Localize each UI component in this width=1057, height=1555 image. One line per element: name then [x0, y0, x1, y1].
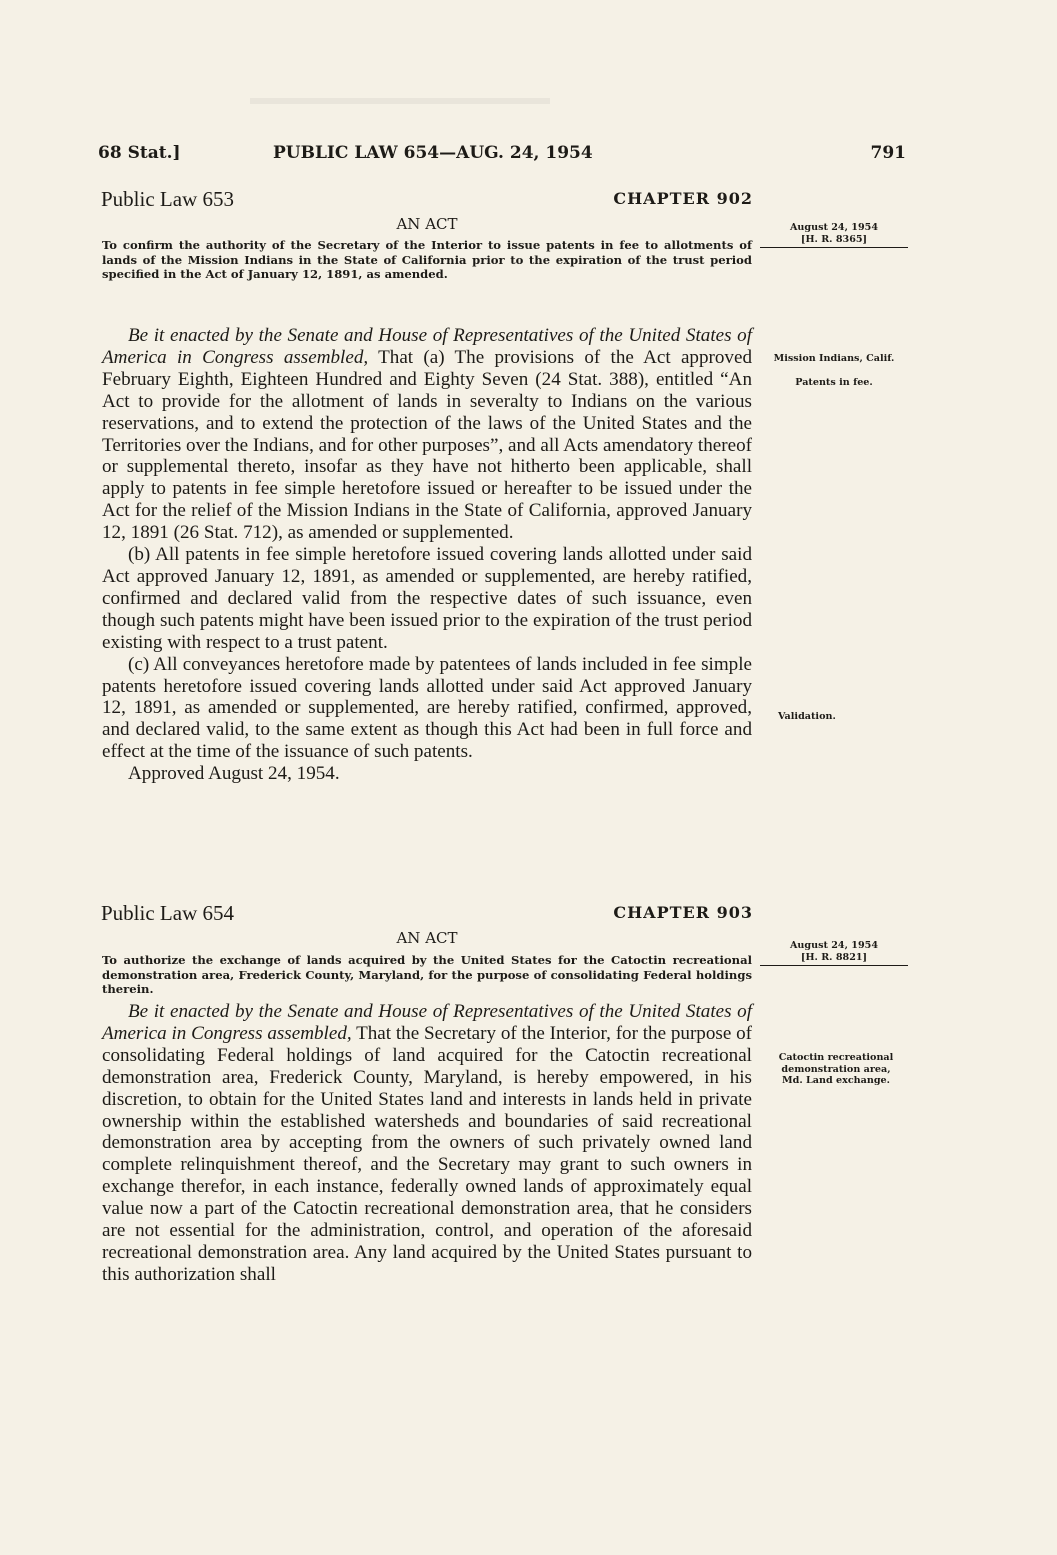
- law1-section-b: (b) All patents in fee simple heretofore issued covering lands allotted under said Act approved January 12, 1891, as amended or supplemented, are hereby ratified, confirmed and declared valid from the respective dates of such issuance, even though such patents might have been issued prior to the expiration of the trust period existing with respect to a trust patent.: [102, 544, 752, 653]
- law1-enacting-clause: Be it enacted by the Senate and House of Representatives of the United States of America in Congress assembled,: [102, 325, 752, 368]
- law2-ref-date: August 24, 1954: [789, 940, 878, 951]
- law1-margin-note-2: Patents in fee.: [795, 377, 873, 388]
- law2-act-label: AN ACT: [396, 929, 458, 947]
- law2-ref-bill: [H. R. 8821]: [800, 951, 868, 963]
- law1-number: Public Law 653: [101, 187, 234, 211]
- law1-margin-note-1: Mission Indians, Calif.: [773, 353, 895, 364]
- law2-summary: To authorize the exchange of lands acquired by the United States for the Catoctin recreational demonstration area, Frederick County, Maryland, for the purpose of consolidating Federal holdings therein.: [102, 953, 752, 997]
- law1-summary: To confirm the authority of the Secretary of the Interior to issue patents in fee to allotments of lands of the Mission Indians in the State of California prior to the expiration of the trust period specified in the Act of January 12, 1891, as amended.: [102, 238, 752, 282]
- law1-body: [102, 325, 752, 785]
- law1-ref-bill: [H. R. 8365]: [800, 233, 868, 245]
- law2-enacting-clause: Be it enacted by the Senate and House of Representatives of the United States of America in Congress assembled,: [102, 1001, 752, 1044]
- law2-chapter: CHAPTER 903: [613, 903, 753, 922]
- law2-margin-note: Catoctin recreational demonstration area, Md. Land exchange.: [778, 1052, 894, 1087]
- bleed-through-decoration: [250, 98, 550, 104]
- law2-section-1: Be it enacted by the Senate and House of Representatives of the United States of America in Congress assembled, That the Secretary of the Interior, for the purpose of consolidating Federal holdings of land acquired for the Catoctin recreational demonstration area, Frederick County, Maryland, is hereby empowered, in his discretion, to obtain for the United States land and interests in lands held in private ownership within the established watersheds and boundaries of said recreational demonstration area by accepting from the owners of such privately owned land complete relinquishment thereof, and the Secretary may grant to such owners in exchange therefor, in each instance, federally owned lands of approximately equal value now a part of the Catoctin recreational demonstration area, that he considers are not essential for the administration, control, and operation of the aforesaid recreational demonstration area. Any land acquired by the United States pursuant to this authorization shall: [102, 1001, 752, 1285]
- law1-ref-date: August 24, 1954: [789, 222, 878, 233]
- running-title: PUBLIC LAW 654—AUG. 24, 1954: [273, 143, 593, 163]
- law1-section-c: (c) All conveyances heretofore made by patentees of lands included in fee simple patents heretofore issued covering lands allotted under said Act approved January 12, 1891, as amended or supplemented, are hereby ratified, confirmed, approved, and declared valid, to the same extent as though this Act had been in full force and effect at the time of the issuance of such patents.: [102, 653, 752, 763]
- law1-act-label: AN ACT: [396, 215, 458, 233]
- law2-body: [102, 1001, 752, 1286]
- law1-heading: [101, 187, 753, 211]
- law1-chapter: CHAPTER 902: [613, 189, 753, 208]
- law2-margin-reference: [760, 940, 908, 966]
- volume-citation: 68 Stat.]: [98, 143, 181, 163]
- law1-section-a: Be it enacted by the Senate and House of Representatives of the United States of America in Congress assembled, That (a) The provisions of the Act approved February Eighth, Eighteen Hundred and Eighty Seven (24 Stat. 388), entitled “An Act to provide for the allotment of lands in severalty to Indians on the various reservations, and to extend the protection of the laws of the United States and the Territories over the Indians, and for other purposes”, and all Acts amendatory thereof or supplemental thereto, insofar as they have not hitherto been applicable, shall apply to patents in fee simple heretofore issued or hereafter to be issued under the Act for the relief of the Mission Indians in the State of California, approved January 12, 1891 (26 Stat. 712), as amended or supplemented.: [102, 325, 752, 544]
- law1-approved: Approved August 24, 1954.: [128, 763, 340, 785]
- law1-margin-reference: [760, 222, 908, 248]
- page-number: 791: [870, 143, 906, 163]
- law2-number: Public Law 654: [101, 901, 234, 925]
- law2-heading: [101, 901, 753, 925]
- law1-margin-note-3: Validation.: [778, 711, 836, 722]
- running-head: [98, 143, 906, 169]
